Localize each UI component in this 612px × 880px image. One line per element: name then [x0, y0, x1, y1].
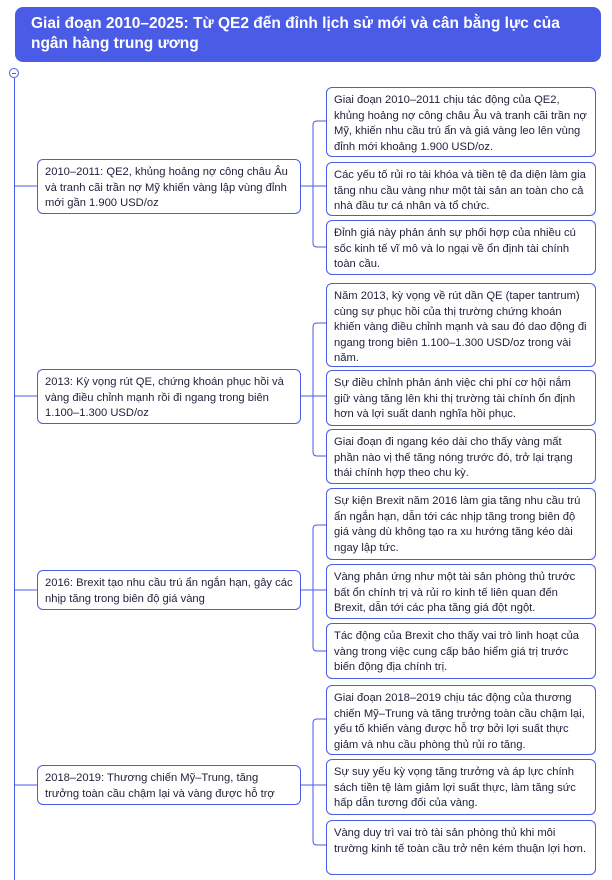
connector-period-3-detail-3 — [301, 590, 326, 651]
connector-period-4-detail-3 — [301, 785, 326, 845]
connector-period-4-detail-1 — [301, 719, 326, 785]
period-node-2013[interactable]: 2013: Kỳ vọng rút QE, chứng khoán phục hồi và vàng điều chỉnh mạnh rồi đi ngang trong biên 1.100–1.300 USD/oz — [37, 369, 301, 424]
detail-node[interactable]: Giai đoạn 2010–2011 chịu tác động của QE2, khủng hoảng nợ công châu Âu và tranh cãi trần nợ Mỹ, khiến nhu cầu trú ẩn và giá vàng leo lên vùng đỉnh mới khoảng 1.900 USD/oz. — [326, 87, 596, 157]
period-node-2018-2019[interactable]: 2018–2019: Thương chiến Mỹ–Trung, tăng trưởng toàn cầu chậm lại và vàng được hỗ trợ — [37, 765, 301, 805]
detail-node[interactable]: Vàng phản ứng như một tài sản phòng thủ trước bất ổn chính trị và rủi ro kinh tế liên quan đến Brexit, dẫn tới các pha tăng giá đột ngột. — [326, 564, 596, 619]
detail-node[interactable]: Vàng duy trì vai trò tài sản phòng thủ khi môi trường kinh tế toàn cầu trở nên kém thuận lợi hơn. — [326, 820, 596, 875]
period-node-2016[interactable]: 2016: Brexit tạo nhu cầu trú ẩn ngắn hạn, gây các nhịp tăng trong biên độ giá vàng — [37, 570, 301, 610]
connector-period-2-detail-3 — [301, 396, 326, 456]
connector-period-1-detail-3 — [301, 186, 326, 247]
connector-period-3-detail-1 — [301, 525, 326, 590]
detail-node[interactable]: Sự điều chỉnh phản ánh việc chi phí cơ hội nắm giữ vàng tăng lên khi thị trường tài chính ổn định hơn và lợi suất danh nghĩa hồi phục. — [326, 370, 596, 426]
diagram-title: Giai đoạn 2010–2025: Từ QE2 đến đỉnh lịch sử mới và cân bằng lực của ngân hàng trung ương — [15, 7, 601, 62]
detail-node[interactable]: Sự kiện Brexit năm 2016 làm gia tăng nhu cầu trú ẩn ngắn hạn, dẫn tới các nhịp tăng trong biên độ giá vàng dù không tạo ra xu hướng tăng kéo dài ngay lập tức. — [326, 488, 596, 560]
detail-node[interactable]: Tác động của Brexit cho thấy vai trò linh hoạt của vàng trong việc cung cấp bảo hiểm giá trị trước biến động địa chính trị. — [326, 623, 596, 679]
detail-node[interactable]: Giai đoạn đi ngang kéo dài cho thấy vàng mất phần nào vị thế tăng nóng trước đó, trở lại trạng thái chính hợp theo chu kỳ. — [326, 429, 596, 484]
detail-node[interactable]: Các yếu tố rủi ro tài khóa và tiền tệ đa diện làm gia tăng nhu cầu vàng như một tài sản an toàn cho cả nhà đầu tư cá nhân và tổ chức. — [326, 162, 596, 216]
detail-node[interactable]: Giai đoạn 2018–2019 chịu tác động của thương chiến Mỹ–Trung và tăng trưởng toàn cầu chậm lại, yếu tố khiến vàng được hỗ trợ bởi lợi suất thực giảm và nhu cầu phòng thủ rủi ro tăng. — [326, 685, 596, 755]
period-node-2010-2011[interactable]: 2010–2011: QE2, khủng hoảng nợ công châu Âu và tranh cãi trần nợ Mỹ khiến vàng lập vùng đỉnh mới gần 1.900 USD/oz — [37, 159, 301, 214]
detail-node[interactable]: Năm 2013, kỳ vọng về rút dần QE (taper tantrum) cùng sự phục hồi của thị trường chứng khoán khiến vàng điều chỉnh mạnh và sau đó dao động đi ngang trong biên 1.100–1.300 USD/oz trong vài năm. — [326, 283, 596, 367]
connector-period-1-detail-1 — [301, 121, 326, 186]
connector-period-2-detail-1 — [301, 323, 326, 396]
detail-node[interactable]: Đỉnh giá này phản ánh sự phối hợp của nhiều cú sốc kinh tế vĩ mô và lo ngại về ổn định tài chính toàn cầu. — [326, 220, 596, 275]
detail-node[interactable]: Sự suy yếu kỳ vọng tăng trưởng và áp lực chính sách tiền tệ làm giảm lợi suất thực, làm tăng sức hấp dẫn tương đối của vàng. — [326, 759, 596, 815]
